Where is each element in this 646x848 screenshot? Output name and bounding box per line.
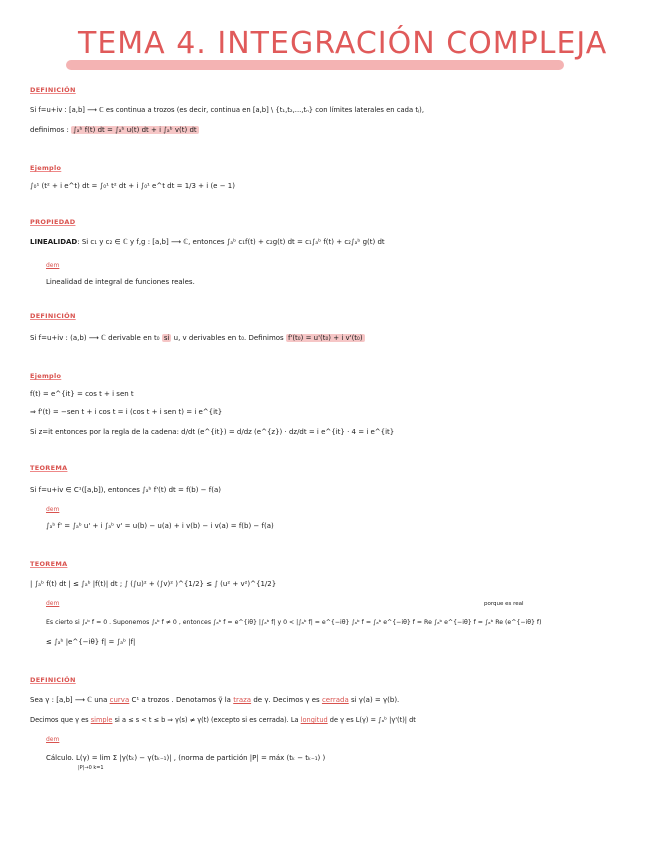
term-traza: traza bbox=[233, 696, 252, 704]
definition-1-line-1: Si f=u+iv : [a,b] ⟶ ℂ es continua a trozos (es decir, continua en [a,b] \ {t₁,t₂,...,tₙ} con límites laterales en cada tⱼ), bbox=[30, 106, 424, 114]
section-label-ejemplo-1: Ejemplo bbox=[30, 164, 62, 172]
section-label-ejemplo-2: Ejemplo bbox=[30, 372, 62, 380]
definition-3-part-g: de γ es L(γ) = ∫ₐᵇ |γ'(t)| dt bbox=[329, 716, 416, 724]
definition-2-part-a: Si f=u+iv : (a,b) ⟶ ℂ derivable en t₀ bbox=[30, 334, 160, 342]
section-label-definicion-1: DEFINICIÓN bbox=[30, 86, 76, 94]
partition-norm-note: , (norma de partición |P| = máx (tₖ − tₖ₋₁) ) bbox=[173, 754, 326, 762]
definition-3-part-b: C¹ a trozos . Denotamos γ̃ la bbox=[131, 696, 231, 704]
property-line-1 bbox=[30, 238, 385, 247]
definition-3-part-a: Sea γ : [a,b] ⟶ ℂ una bbox=[30, 696, 108, 704]
definition-3-part-f: si a ≤ s < t ≤ b ⇒ γ(s) ≠ γ(t) (excepto si es cerrada). La bbox=[114, 716, 299, 724]
limit-subscript: |P|→0 k=1 bbox=[78, 765, 104, 771]
definition-1-line-2 bbox=[30, 126, 199, 135]
dem-label-2: dem bbox=[46, 506, 60, 513]
side-note: porque es real bbox=[484, 601, 524, 607]
definition-3-part-c: de γ. Decimos γ es bbox=[253, 696, 320, 704]
theorem-2-proof-line-2: ≤ ∫ₐᵇ |e^{−iθ} f| = ∫ₐᵇ |f| bbox=[46, 638, 136, 646]
definition-1-formula: ∫ₐᵇ f(t) dt = ∫ₐᵇ u(t) dt + i ∫ₐᵇ v(t) dt bbox=[73, 126, 197, 134]
page-title: TEMA 4. INTEGRACIÓN COMPLEJA bbox=[78, 26, 608, 61]
definition-2-si: si bbox=[163, 334, 170, 342]
theorem-2-proof-line-1: Es cierto si ∫ₐᵇ f = 0 . Suponemos ∫ₐᵇ f ≠ 0 , entonces ∫ₐᵇ f = e^{iθ} |∫ₐᵇ f| y 0 < |∫ₐᵇ f| = e^{−iθ} ∫ₐᵇ f = ∫ₐᵇ e^{−iθ} f = Re ∫ₐᵇ e^{−iθ} f = ∫ₐᵇ Re (e^{−iθ} f) bbox=[46, 619, 542, 626]
term-simple: simple bbox=[90, 716, 113, 724]
term-curva: curva bbox=[109, 696, 130, 704]
theorem-1-line-1: Si f=u+iv ∈ C¹([a,b]), entonces ∫ₐᵇ f'(t) dt = f(b) − f(a) bbox=[30, 486, 221, 494]
term-cerrada: cerrada bbox=[321, 696, 349, 704]
example-2-line-3: Si z=it entonces por la regla de la cadena: d/dt (e^{it}) = d/dz (e^{z}) · dz/dt = i e^{it} · 4 = i e^{it} bbox=[30, 428, 395, 436]
property-proof: Linealidad de integral de funciones reales. bbox=[46, 278, 195, 286]
theorem-1-proof: ∫ₐᵇ f' = ∫ₐᵇ u' + i ∫ₐᵇ v' = u(b) − u(a) + i v(b) − i v(a) = f(b) − f(a) bbox=[46, 522, 274, 530]
section-label-teorema-2: TEOREMA bbox=[30, 560, 68, 568]
definition-3-line-3 bbox=[46, 754, 325, 763]
definition-2-line-1 bbox=[30, 334, 365, 343]
definition-2-derivative: f'(t₀) = u'(t₀) + i v'(t₀) bbox=[287, 334, 363, 342]
title-highlight bbox=[66, 60, 564, 70]
definition-3-part-e: Decimos que γ es bbox=[30, 716, 89, 724]
definition-2-part-b: u, v derivables en t₀. Definimos bbox=[173, 334, 284, 342]
example-2-line-1: f(t) = e^{it} = cos t + i sen t bbox=[30, 390, 134, 398]
dem-label-3: dem bbox=[46, 600, 60, 607]
title-block bbox=[60, 22, 608, 72]
theorem-2-line-1: | ∫ₐᵇ f(t) dt | ≤ ∫ₐᵇ |f(t)| dt ; ∫ (∫u)² + (∫v)² )^{1/2} ≤ ∫ (u² + v²)^{1/2} bbox=[30, 580, 277, 588]
section-label-teorema-1: TEOREMA bbox=[30, 464, 68, 472]
definition-3-line-2 bbox=[30, 716, 416, 725]
term-longitud: longitud bbox=[300, 716, 328, 724]
definition-3-line-1 bbox=[30, 696, 399, 705]
example-1-line-1: ∫₀¹ (t² + i e^t) dt = ∫₀¹ t² dt + i ∫₀¹ e^t dt = 1/3 + i (e − 1) bbox=[30, 182, 235, 190]
dem-label-1: dem bbox=[46, 262, 60, 269]
section-label-propiedad: PROPIEDAD bbox=[30, 218, 76, 226]
section-label-definicion-2: DEFINICIÓN bbox=[30, 312, 76, 320]
definition-1-lead: definimos : bbox=[30, 126, 69, 134]
definition-3-part-d: si γ(a) = γ(b). bbox=[350, 696, 400, 704]
example-2-line-2: ⇒ f'(t) = −sen t + i cos t = i (cos t + i sen t) = i e^{it} bbox=[30, 408, 223, 416]
property-statement: : Si c₁ y c₂ ∈ ℂ y f,g : [a,b] ⟶ ℂ, entonces ∫ₐᵇ c₁f(t) + c₂g(t) dt = c₁∫ₐᵇ f(t) + c₂∫ₐᵇ g(t) dt bbox=[77, 238, 385, 246]
property-name: LINEALIDAD bbox=[30, 238, 78, 246]
length-limit-formula: Cálculo. L(γ) = lim Σ |γ(tₖ) − γ(tₖ₋₁)| bbox=[46, 754, 172, 762]
section-label-definicion-3: DEFINICIÓN bbox=[30, 676, 76, 684]
dem-label-4: dem bbox=[46, 736, 60, 743]
